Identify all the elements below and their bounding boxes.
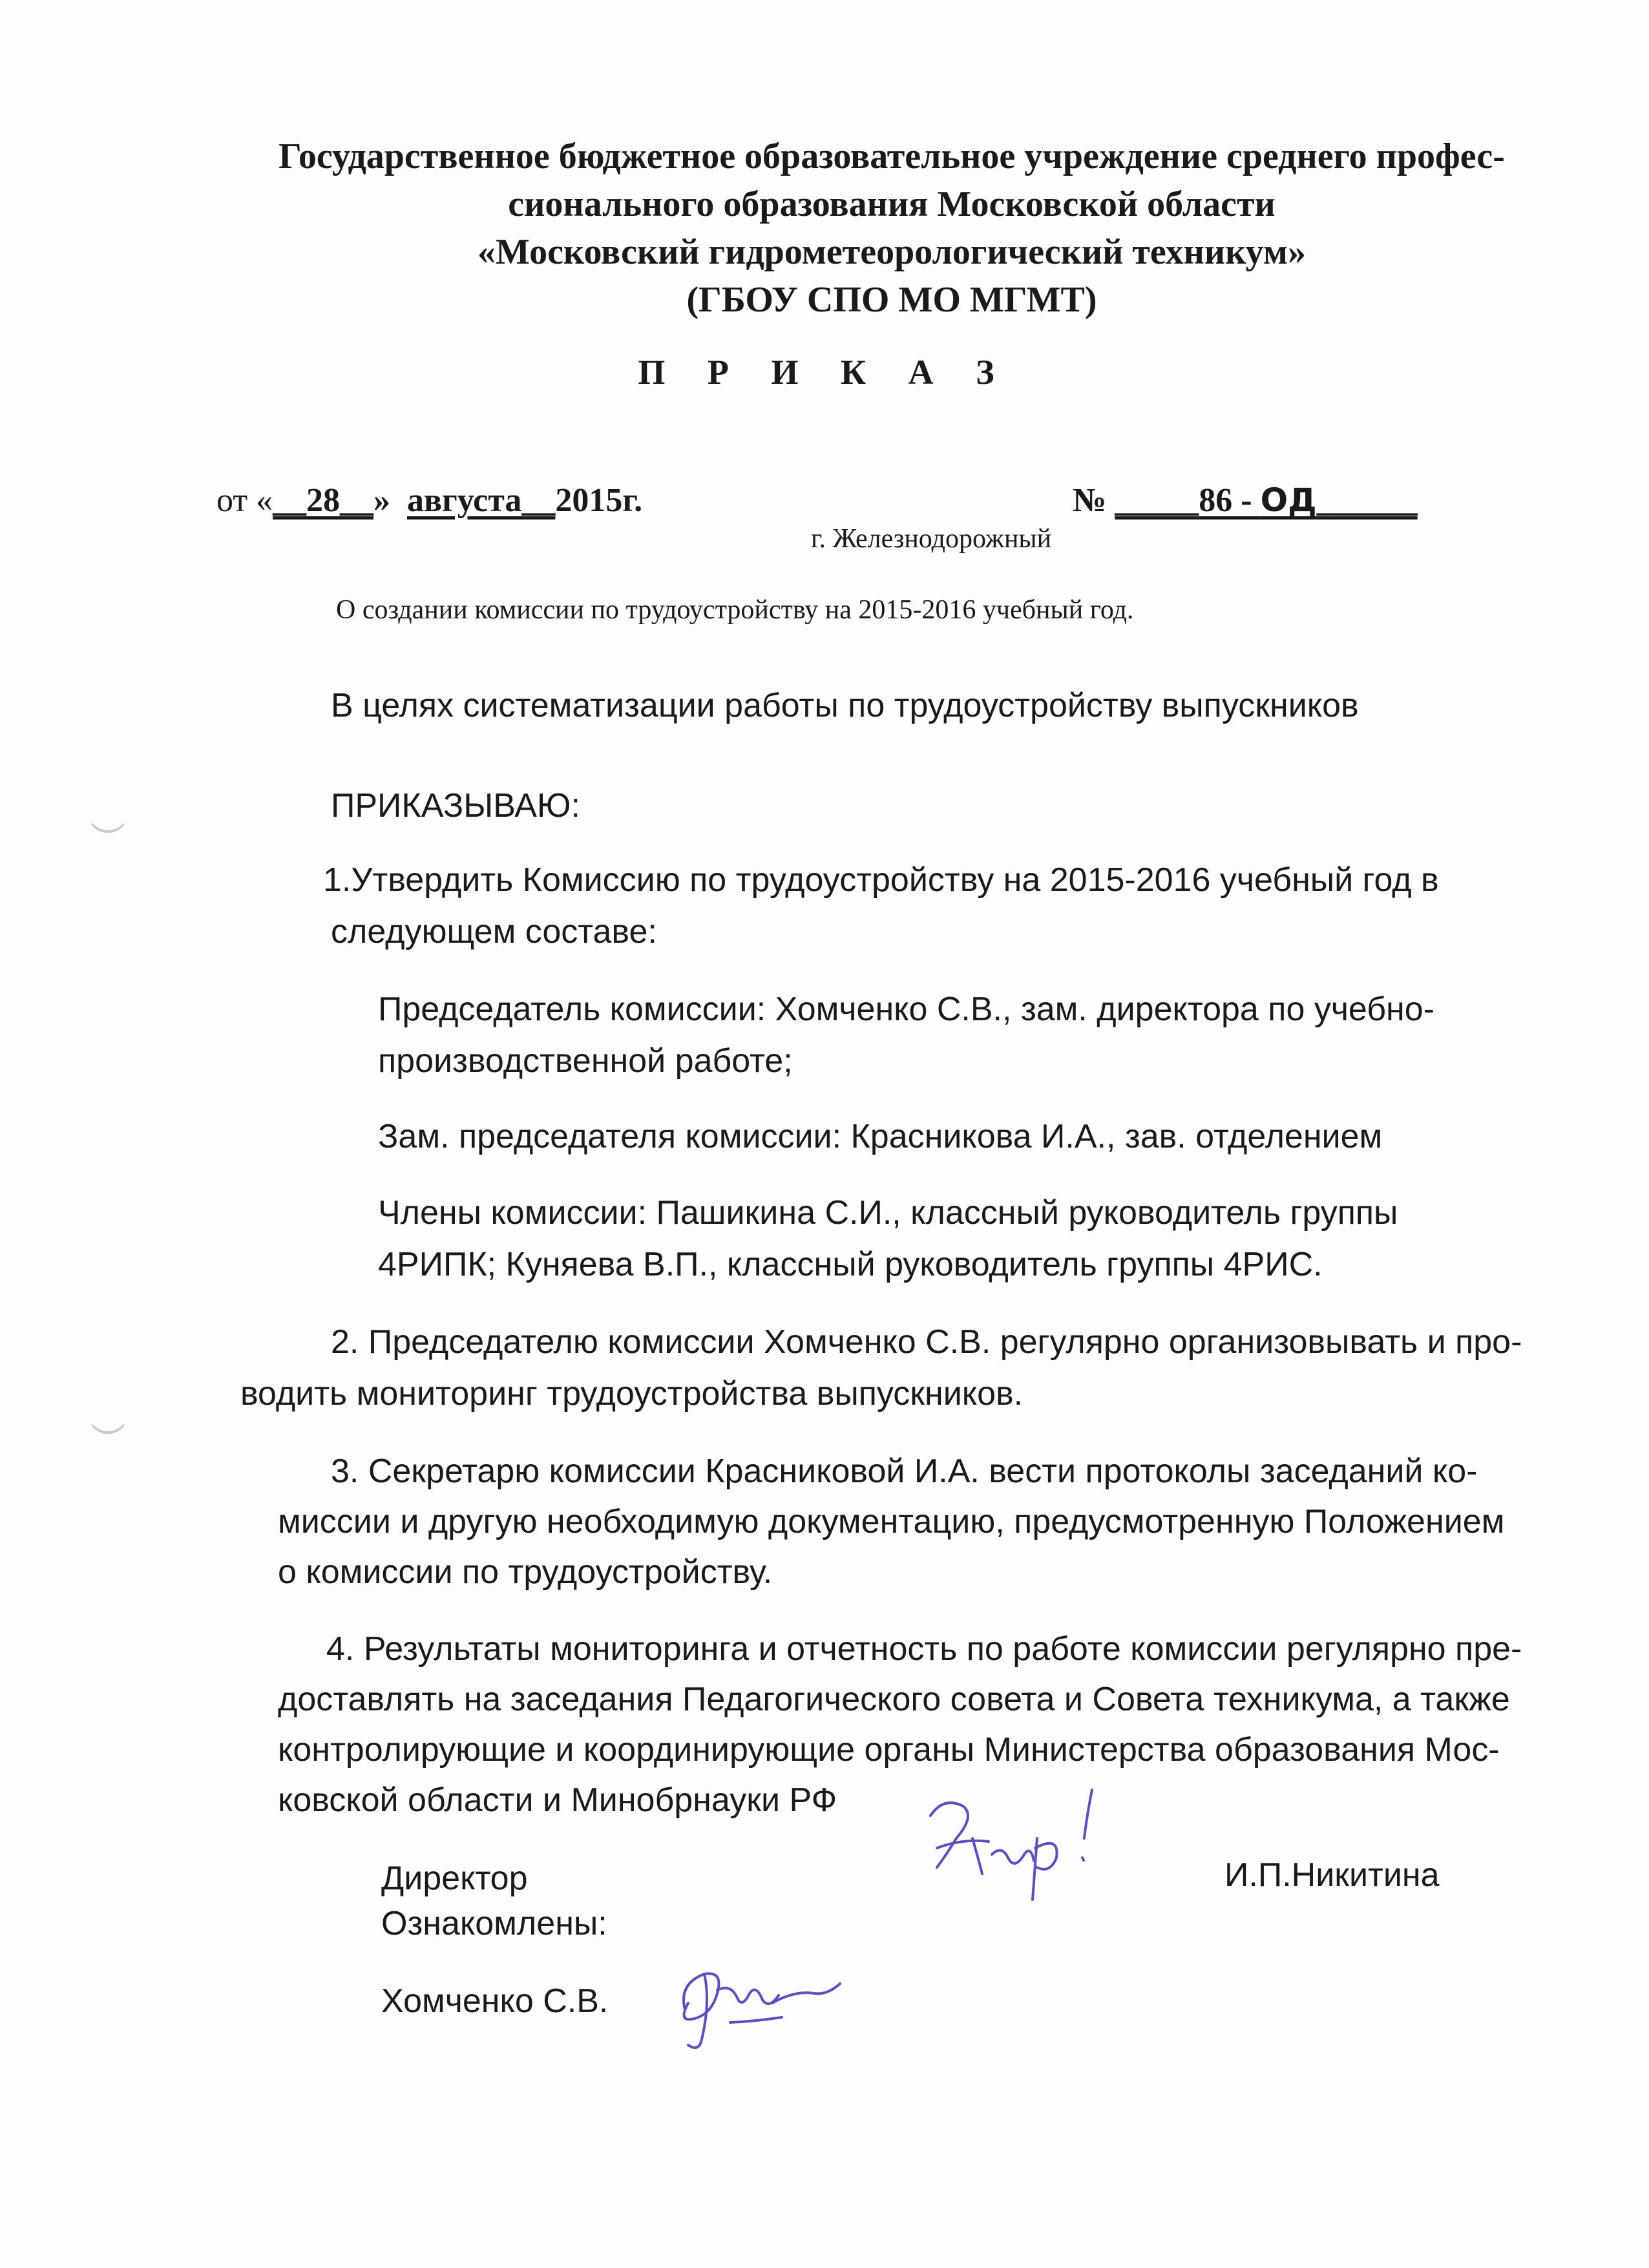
- header-line-1: Государственное бюджетное образовательное учреждение среднего профес-: [278, 136, 1505, 176]
- number-label: №: [1073, 482, 1107, 519]
- item-2-line-b: водить мониторинг трудоустройства выпускников.: [240, 1375, 1024, 1412]
- institution-header: [213, 132, 1570, 324]
- item-3-line-a: 3. Секретарю комиссии Красниковой И.А. вести протоколы заседаний ко-: [331, 1453, 1478, 1490]
- punch-hole-bottom: [87, 1392, 129, 1434]
- date-prefix: от «: [216, 482, 273, 519]
- order-title: П Р И К А З: [638, 353, 1011, 392]
- members-line-b: 4РИПК; Куняева В.П., классный руководитель группы 4РИС.: [378, 1246, 1323, 1283]
- director-title: Директор: [381, 1860, 528, 1897]
- order-date: [216, 481, 642, 520]
- item-4-line-a: 4. Результаты мониторинга и отчетность по работе комиссии регулярно пре-: [326, 1630, 1522, 1668]
- deputy-line: Зам. председателя комиссии: Красникова И.А., зав. отделением: [378, 1118, 1383, 1155]
- intro-text: В целях систематизации работы по трудоустройству выпускников: [331, 687, 1359, 724]
- chair-line-a: Председатель комиссии: Хомченко С.В., зам. директора по учебно-: [378, 991, 1434, 1028]
- order-number: [1073, 481, 1418, 520]
- item-1-line-b: следующем составе:: [331, 913, 657, 950]
- header-line-2: сионального образования Московской области: [508, 184, 1276, 224]
- acquainted-name: Хомченко С.В.: [381, 1982, 609, 2020]
- date-sep: »: [373, 482, 391, 519]
- item-4-line-c: контролирующие и координирующие органы Министерства образования Мос-: [278, 1731, 1500, 1769]
- item-1-line-a: 1.Утвердить Комиссию по трудоустройству на 2015-2016 учебный год в: [323, 861, 1439, 899]
- khomchenko-signature: [666, 1945, 859, 2061]
- punch-hole-top: [87, 792, 129, 833]
- item-3-line-c: о комиссии по трудоустройству.: [278, 1553, 773, 1591]
- number-blank-1: _____: [1115, 482, 1199, 519]
- order-subject: О создании комиссии по трудоустройству на 2015-2016 учебный год.: [336, 595, 1134, 625]
- item-4-line-d: ковской области и Минобрнауки РФ: [278, 1781, 837, 1819]
- chair-line-b: производственной работе;: [378, 1042, 793, 1080]
- date-year: 2015г.: [555, 482, 643, 519]
- date-day: __28__: [273, 482, 374, 519]
- header-line-3: «Московский гидрометеорологический техникум»: [477, 232, 1307, 272]
- city: г. Железнодорожный: [811, 524, 1052, 554]
- item-4-line-b: доставлять на заседания Педагогического совета и Совета техникума, а также: [278, 1681, 1510, 1718]
- date-month: августа__: [407, 482, 556, 519]
- number-suffix: ОД: [1260, 481, 1317, 519]
- number-value: 86 -: [1199, 482, 1261, 519]
- number-blank-2: ______: [1316, 482, 1418, 519]
- director-signature: [918, 1777, 1124, 1919]
- director-name: И.П.Никитина: [1224, 1856, 1440, 1894]
- item-3-line-b: миссии и другую необходимую документацию, предусмотренную Положением: [278, 1503, 1505, 1540]
- acquainted-label: Ознакомлены:: [381, 1905, 607, 1942]
- number-field: [1115, 482, 1417, 519]
- item-2-line-a: 2. Председателю комиссии Хомченко С.В. регулярно организовывать и про-: [331, 1323, 1522, 1361]
- members-line-a: Члены комиссии: Пашикина С.И., классный руководитель группы: [378, 1194, 1398, 1232]
- header-line-4: (ГБОУ СПО МО МГМТ): [686, 280, 1097, 320]
- order-word: ПРИКАЗЫВАЮ:: [331, 787, 580, 824]
